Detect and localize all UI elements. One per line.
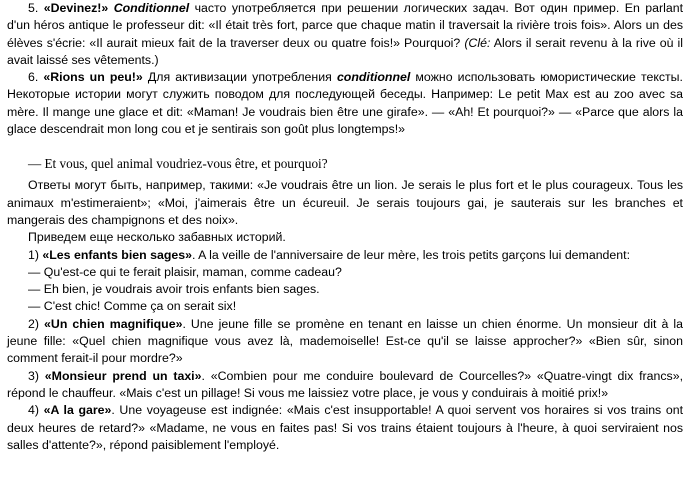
section-title-rions: «Rions un peu!» [43,70,143,85]
dialogue-line: — Qu'est-ce qui te ferait plaisir, maman, comme cadeau? [28,264,342,279]
story-text: . Une voyageuse est indignée: «Mais c'est insupportable! A quoi servent vos horaires si vos trains ont deux heures de retard?» «Madame, ne vous en faites pas! Si vos trains étaient toujours à l'heure, à quoi serviraient nos salles d'attente?», répond paisiblement l'employé. [7,403,683,452]
paragraph-devinez [7,0,683,69]
term-conditionnel: Conditionnel [113,1,190,15]
story-text: . A la veille de l'anniversaire de leur mère, les trois petits garçons lui demandent: [191,247,631,262]
item-number: 4) [28,403,44,418]
story-text: . Une jeune fille se promène en tenant en laisse un chien énorme. Un monsieur dit à la jeune fille: «Quel chien magnifique vous avez là, mademoiselle! Est-ce qu'il se laisse approcher?» «Bien sûr, sinon comment ferait-il pour mordre?» [7,316,683,366]
cle-text: Alors il serait revenu à la rive où il avait laissé ses vêtements.) [7,35,683,67]
dialogue-line: — C'est chic! Comme ça on serait six! [28,299,237,314]
paragraph-text: часто употребляется при решении логических задач. Вот один пример. En parlant d'un héros antique le professeur dit: «Il était très fort, parce que chaque matin il traversait la rivière trois fois». Alors un des élèves s'écrie: «Il aurait mieux fait de la traverser deux ou quatre fois!» Pourquoi? [7,1,683,50]
section-title-devinez: «Devinez!» [43,1,109,15]
item-number: 3) [28,368,45,383]
story-2 [7,316,683,368]
item-number: 5. [28,1,44,15]
paragraph-answers: Ответы могут быть, например, такими: «Je voudrais être un lion. Je serais le plus fort et le plus courageux. Tous les animaux m'estimeraient»; «Moi, j'aimerais être un écureuil. Je serais toujours gai, je sauterais sur les branches et mangerais des champignons et des noix». [7,178,683,227]
story-4 [7,402,683,454]
paragraph-text: можно использовать юмористические тексты. Некоторые истории могут служить поводом для последующей беседы. Например: Le petit Max est au zoo avec sa mère. Il mange une glace et dit: «Maman! Je voudrais bien être une girafe». — «Ah! Et pourquoi?» — «Parce que alors la glace descendrait mon long cou et je sentirais son goût plus longtemps!» [7,70,683,137]
story-title: «Monsieur prend un taxi» [44,368,202,383]
paragraph-rions [7,69,683,138]
paragraph-text: Для активизации употребления [142,70,337,85]
item-number: 1) [28,247,43,262]
term-conditionnel: conditionnel [336,70,411,85]
story-3 [7,368,683,403]
story-title: «Les enfants bien sages» [42,247,192,262]
story-text: . «Combien pour me conduire boulevard de Courcelles?» «Quatre-vingt dix francs», répond le chauffeur. «Mais c'est un pillage! Si vous me laissiez votre place, je vous y conduirais à moitié prix!» [7,368,683,400]
cle-label: (Clé: [464,35,491,50]
dialogue-line: — Eh bien, je voudrais avoir trois enfants bien sages. [28,282,320,297]
question-line: — Et vous, quel animal voudriez-vous être, et pourquoi? [28,156,328,172]
story-title: «A la gare» [43,403,112,418]
story-title: «Un chien magnifique» [44,316,183,331]
item-number: 6. [28,70,44,85]
item-number: 2) [28,316,45,331]
paragraph-intro: Приведем еще несколько забавных историй. [28,230,286,245]
story-1 [7,247,683,264]
